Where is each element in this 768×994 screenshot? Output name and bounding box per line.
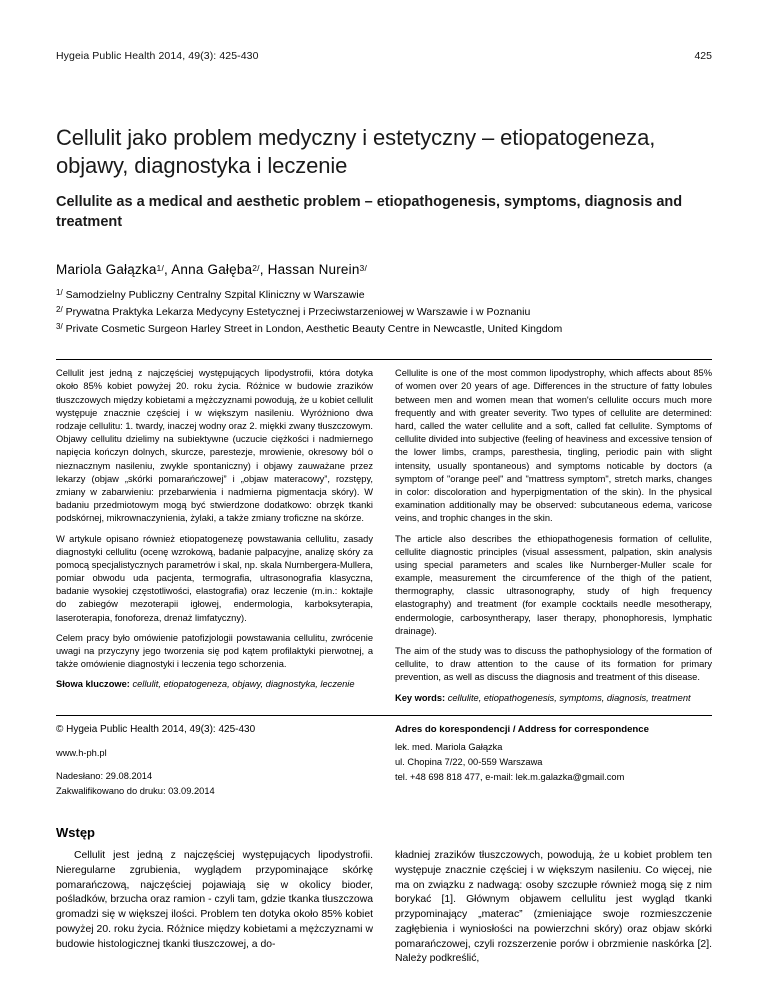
affiliation-marker: 3/ bbox=[56, 321, 63, 331]
page-title: Cellulit jako problem medyczny i estetyczny – etiopatogeneza, objawy, diagnostyka i leczenie bbox=[56, 125, 656, 178]
body-column-right bbox=[395, 849, 712, 967]
journal-url[interactable]: www.h-ph.pl bbox=[56, 747, 107, 758]
page-number: 425 bbox=[694, 50, 712, 62]
copyright-line: © Hygeia Public Health 2014, 49(3): 425-430 bbox=[56, 723, 256, 735]
author-list: Mariola Gałązka$^{1/}$, Anna Gałęba$^{2/}$, Hassan Nurein$^{3/}$ bbox=[56, 262, 368, 277]
accepted-date: Zakwalifikowano do druku: 03.09.2014 bbox=[56, 786, 215, 797]
section-heading-wstep: Wstęp bbox=[56, 825, 95, 841]
body-paragraph: kładniej zrazików tłuszczowych, powodują, że u kobiet problem ten występuje znacznie częściej i w większym nasileniu. Co więcej, nie ma on związku z nadwagą: osoby szczupłe również mogą się z nim borykać [1]. Głównym objawem cellulitu jest wygląd tkanki przypominający „materac” (zmieniające swoje rozmieszczenie zagłębienia i wyniosłości na powierzchni skóry) oraz objaw skórki pomarańczowej, czyli rozszerzenie porów i obrzmienie naskórka [2]. Należy podkreślić, bbox=[395, 850, 712, 965]
affiliation-marker: 1/ bbox=[56, 288, 63, 297]
abstract-section bbox=[56, 367, 712, 705]
keywords-en-value: cellulite, etiopathogenesis, symptoms, diagnosis, treatment bbox=[447, 692, 691, 703]
abstract-english bbox=[395, 367, 712, 705]
divider-middle bbox=[56, 715, 712, 716]
abstract-pl-paragraph: W artykule opisano również etiopatogenezę powstawania cellulitu, zasady diagnostyki cellulitu (ocenę wzrokową, badanie palpacyjne, analizę skóry za pomocą specjalistycznych parametrów i skal, np. skala Nurnbergera-Mullera, pomiar obwodu uda pacjenta, termografia, ultrasonografia klasyczna, badanie wysokiej częstotliwości, elastografia) oraz leczenie (m.in.: koktajle do zabiegów mezoterapii igłowej, endermologia, karboksyterapia, laseroterapia, fonoforeza, drenaż limfatyczny). bbox=[56, 533, 373, 623]
correspondence-title: Adres do korespondencji / Address for correspondence bbox=[395, 723, 649, 735]
affiliation-text: Private Cosmetic Surgeon Harley Street in London, Aesthetic Beauty Centre in Newcastle, United Kingdom bbox=[65, 322, 563, 335]
submitted-date: Nadesłano: 29.08.2014 bbox=[56, 770, 153, 781]
keywords-english bbox=[395, 692, 712, 705]
abstract-en-paragraph: The article also describes the ethiopathogenesis formation of cellulite, cellulite diagnostic principles (visual assessment, palpation, skin analysis using special parameters and scales like Nurnberger-Muller scale for example, measurement the circumference of the thigh of the patient, thermography, classic ultrasonography, study of high frequency elastography) and treatment (for example cocktails needle mesotherapy, endermologie, carbosyntherapy, laser therapy, phonophoresis, lymphatic drainage). bbox=[395, 533, 712, 636]
author-1-name: Mariola Gałązka bbox=[56, 262, 157, 277]
affiliation-item bbox=[56, 304, 712, 321]
keywords-en-label: Key words: bbox=[395, 692, 446, 703]
abstract-en-paragraph: The aim of the study was to discuss the pathophysiology of the formation of cellulite, to draw attention to the cause of its formation for primary prevention, as well as discuss the diagnosis and treatment of this disease. bbox=[395, 646, 712, 683]
correspondence-address: ul. Chopina 7/22, 00-559 Warszawa bbox=[395, 757, 543, 768]
abstract-pl-paragraph: Celem pracy było omówienie patofizjologii powstawania cellulitu, zwrócenie uwagi na przyczyny jego tworzenia się pod kątem profilaktyki pierwotnej, a także omówienie diagnostyki i leczenia tego schorzenia. bbox=[56, 632, 373, 670]
correspondence-block bbox=[395, 722, 712, 799]
body-paragraph: Cellulit jest jedną z najczęściej występujących lipodystrofii. Nieregularne zgrubienia, wyglądem przypominające skórkę pomarańczową, najczęściej pojawiają się w okolicy bioder, pośladków, brzucha oraz ramion - czyli tam, gdzie tkanka tłuszczowa gromadzi się w większej ilości. Problem ten dotyka około 85% kobiet powyżej 20. roku życia. Różnice między kobietami a mężczyznami w budowie histologicznej tkanki tłuszczowej, a do- bbox=[56, 850, 373, 950]
correspondence-contact: tel. +48 698 818 477, e-mail: lek.m.galazka@gmail.com bbox=[395, 772, 625, 783]
keywords-polish bbox=[56, 678, 373, 691]
abstract-polish bbox=[56, 367, 373, 705]
affiliation-item bbox=[56, 287, 712, 304]
keywords-pl-value: cellulit, etiopatogeneza, objawy, diagnostyka, leczenie bbox=[132, 679, 355, 690]
body-column-left bbox=[56, 849, 373, 967]
author-3-affiliation-marker: 3/ bbox=[359, 263, 368, 273]
page-subtitle: Cellulite as a medical and aesthetic problem – etiopathogenesis, symptoms, diagnosis and treatment bbox=[56, 194, 683, 230]
running-head bbox=[56, 50, 712, 62]
abstract-pl-paragraph: Cellulit jest jedną z najczęściej występujących lipodystrofii, która dotyka około 85% kobiet powyżej 20. roku życia. Różnice w budowie zrazików tłuszczowych między kobietami a mężczyznami powodują, że u kobiet cellulit występuje znacznie częściej i w większym nasileniu. Wyróżniono dwa rodzaje cellulitu: 1. twardy, inaczej wodny oraz 2. miękki zwany tłuszczowym. Objawy cellulitu dzielimy na subiektywne (uczucie ciężkości i nadmiernego napięcia kończyn dolnych, skurcze, parestezje, mrowienie, okresowy ból o nieznacznym nasileniu, zwykle spontaniczny) i objawy zauważane przez lekarzy (objaw „skórki pomarańczowej” i „objaw materacowy”, rozstępy, zmiany w zabarwieniu: przebarwienia i nadmierna pigmentacja skóry). W badaniu przedmiotowym mogą być stwierdzone dodatkowo: obrzęk tkanki podskórnej, mikrownaczynienia, żylaki, a także zmiany troficzne na skórze. bbox=[56, 368, 373, 524]
author-2-name: Anna Gałęba bbox=[171, 262, 253, 277]
body-text bbox=[56, 849, 712, 967]
author-3-name: Hassan Nurein bbox=[267, 262, 360, 277]
affiliation-text: Samodzielny Publiczny Centralny Szpital Kliniczny w Warszawie bbox=[65, 289, 365, 301]
journal-reference: Hygeia Public Health 2014, 49(3): 425-430 bbox=[56, 50, 259, 62]
affiliation-text: Prywatna Praktyka Lekarza Medycyny Estetycznej i Przeciwstarzeniowej w Warszawie i w Poznaniu bbox=[65, 305, 531, 318]
affiliation-list bbox=[56, 287, 712, 337]
correspondence-name: lek. med. Mariola Gałązka bbox=[395, 742, 503, 753]
keywords-pl-label: Słowa kluczowe: bbox=[56, 679, 130, 690]
abstract-en-paragraph: Cellulite is one of the most common lipodystrophy, which affects about 85% of women over 20 years of age. Differences in the structure of fatty lobules between men and women mean that women's cellulite occurs much more frequently and with greater severity. Two types of cellulite are determined: hard, called the water cellulite and a soft, called fat cellulite. Symptoms of cellulite divided into subjective (feeling of heaviness and excessive tension of the lower limbs, cramps, paresthesia, tingling, periodic pain with slight intensity, usually spontaneous) and symptoms noticable by doctors (a symptom of "orange peel" and "mattress symptom", stretch marks, changes in color: discoloration and hyperpigmentation of the skin). In the physical examination additionally may be observed: subcutaneous edema, varicose veins, and trophic changes in the skin. bbox=[395, 368, 712, 524]
article-content bbox=[56, 124, 712, 967]
divider-top bbox=[56, 359, 712, 360]
author-1-affiliation-marker: 1/ bbox=[156, 263, 165, 273]
publication-info bbox=[56, 722, 712, 799]
publication-info-left bbox=[56, 722, 373, 799]
affiliation-marker: 2/ bbox=[56, 304, 63, 314]
affiliation-item bbox=[56, 321, 712, 338]
author-2-affiliation-marker: 2/ bbox=[252, 263, 260, 273]
